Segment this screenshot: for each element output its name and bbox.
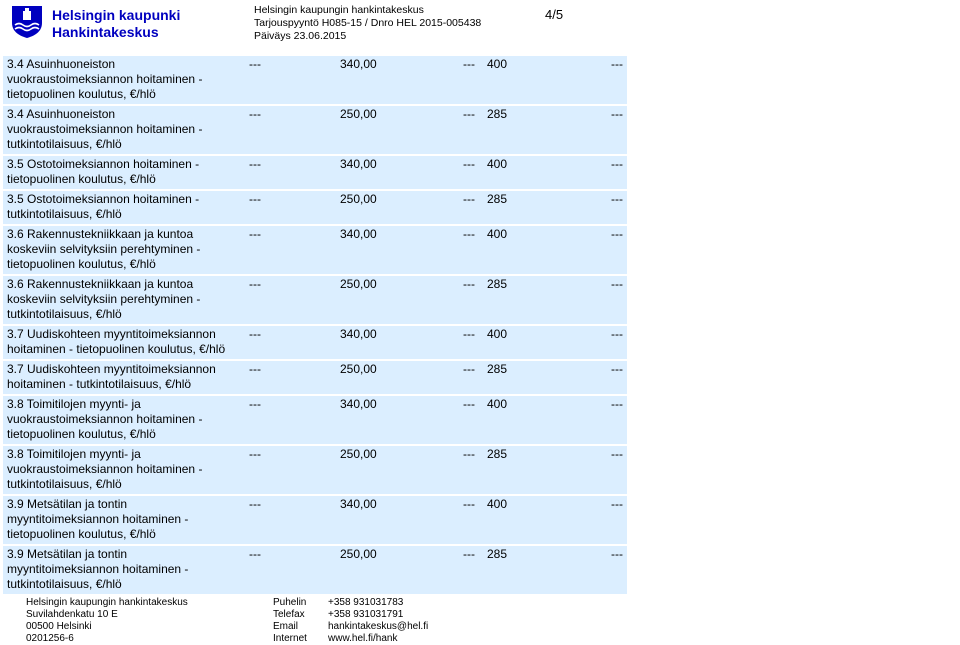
row-value-c3: --- (463, 192, 475, 206)
footer-fax-label: Telefax (273, 609, 305, 620)
row-label: 3.5 Ostotoimeksiannon hoitaminen - tietopuolinen koulutus, €/hlö (7, 157, 200, 186)
table-row (3, 56, 627, 104)
footer-website[interactable]: www.hel.fi/hank (328, 633, 398, 644)
row-label: 3.9 Metsätilan ja tontin myyntitoimeksiannon hoitaminen - tutkintotilaisuus, €/hlö (7, 547, 189, 591)
row-label: 3.8 Toimitilojen myynti- ja vuokraustoimeksiannon hoitaminen - tutkintotilaisuus, €/hlö (7, 447, 203, 491)
row-value-c1: --- (249, 192, 261, 206)
row-value-c3: --- (463, 397, 475, 411)
price-table (3, 56, 627, 594)
row-value-c2: 340,00 (340, 497, 377, 511)
row-value-c5: --- (611, 397, 623, 411)
row-value-c4: 400 (487, 327, 508, 341)
footer-city: 00500 Helsinki (26, 621, 92, 632)
header-date: Päiväys 23.06.2015 (254, 30, 347, 42)
city-crest-icon (10, 5, 44, 39)
row-value-c3: --- (463, 157, 475, 171)
row-value-c5: --- (611, 57, 623, 71)
page-number: 4/5 (545, 7, 564, 22)
row-value-c5: --- (611, 362, 623, 376)
row-label: 3.6 Rakennustekniikkaan ja kuntoa koskeviin selvityksiin perehtyminen - tutkintotilaisuus, €/hlö (7, 277, 201, 321)
row-value-c3: --- (463, 362, 475, 376)
row-value-c2: 250,00 (340, 447, 377, 461)
row-value-c1: --- (249, 107, 261, 121)
row-value-c2: 340,00 (340, 227, 377, 241)
row-value-c3: --- (463, 327, 475, 341)
row-label: 3.8 Toimitilojen myynti- ja vuokraustoimeksiannon hoitaminen - tietopuolinen koulutus, €/hlö (7, 397, 203, 441)
row-value-c1: --- (249, 447, 261, 461)
row-value-c1: --- (249, 227, 261, 241)
footer-email-label: Email (273, 621, 299, 632)
table-row (3, 494, 627, 544)
row-label: 3.4 Asuinhuoneiston vuokraustoimeksiannon hoitaminen - tietopuolinen koulutus, €/hlö (7, 57, 203, 101)
row-value-c2: 250,00 (340, 547, 377, 561)
row-value-c4: 285 (487, 277, 508, 291)
row-value-c4: 400 (487, 57, 508, 71)
row-value-c4: 285 (487, 447, 508, 461)
row-value-c2: 250,00 (340, 362, 377, 376)
row-value-c2: 250,00 (340, 107, 377, 121)
logo-line2: Hankintakeskus (52, 24, 159, 40)
row-value-c2: 250,00 (340, 192, 377, 206)
row-value-c4: 285 (487, 547, 508, 561)
footer-email[interactable]: hankintakeskus@hel.fi (328, 621, 429, 632)
row-value-c4: 400 (487, 497, 508, 511)
row-value-c5: --- (611, 447, 623, 461)
row-value-c3: --- (463, 227, 475, 241)
row-value-c1: --- (249, 497, 261, 511)
footer-fax: +358 931031791 (328, 609, 404, 620)
row-value-c4: 285 (487, 362, 508, 376)
row-value-c2: 340,00 (340, 57, 377, 71)
table-row (3, 224, 627, 274)
row-value-c4: 400 (487, 227, 508, 241)
footer-org: Helsingin kaupungin hankintakeskus (26, 597, 188, 608)
row-value-c5: --- (611, 192, 623, 206)
table-row (3, 274, 627, 324)
footer-web-label: Internet (273, 633, 307, 644)
row-value-c3: --- (463, 447, 475, 461)
row-label: 3.6 Rakennustekniikkaan ja kuntoa koskeviin selvityksiin perehtyminen - tietopuolinen koulutus, €/hlö (7, 227, 201, 271)
table-row (3, 154, 627, 189)
row-value-c1: --- (249, 57, 261, 71)
table-row (3, 394, 627, 444)
row-value-c3: --- (463, 107, 475, 121)
row-value-c1: --- (249, 277, 261, 291)
row-value-c5: --- (611, 497, 623, 511)
document-header (254, 4, 481, 43)
row-value-c4: 400 (487, 397, 508, 411)
row-value-c2: 340,00 (340, 327, 377, 341)
row-value-c1: --- (249, 547, 261, 561)
row-label: 3.7 Uudiskohteen myyntitoimeksiannon hoitaminen - tutkintotilaisuus, €/hlö (7, 362, 216, 391)
row-value-c1: --- (249, 327, 261, 341)
table-row (3, 359, 627, 394)
row-value-c4: 400 (487, 157, 508, 171)
city-logo (10, 5, 180, 39)
row-value-c4: 285 (487, 192, 508, 206)
row-value-c1: --- (249, 397, 261, 411)
row-value-c3: --- (463, 497, 475, 511)
table-row (3, 544, 627, 594)
footer-street: Suvilahdenkatu 10 E (26, 609, 118, 620)
row-value-c1: --- (249, 157, 261, 171)
footer-phone: +358 931031783 (328, 597, 404, 608)
row-value-c5: --- (611, 547, 623, 561)
logo-line1: Helsingin kaupunki (52, 7, 181, 23)
row-label: 3.4 Asuinhuoneiston vuokraustoimeksiannon hoitaminen - tutkintotilaisuus, €/hlö (7, 107, 203, 151)
row-value-c3: --- (463, 57, 475, 71)
header-reference: Tarjouspyyntö H085-15 / Dnro HEL 2015-005438 (254, 17, 482, 29)
table-row (3, 189, 627, 224)
row-value-c5: --- (611, 327, 623, 341)
row-value-c1: --- (249, 362, 261, 376)
table-row (3, 104, 627, 154)
row-value-c5: --- (611, 227, 623, 241)
footer-phone-label: Puhelin (273, 597, 307, 608)
table-row (3, 324, 627, 359)
row-value-c5: --- (611, 157, 623, 171)
row-value-c2: 340,00 (340, 397, 377, 411)
table-row (3, 444, 627, 494)
row-label: 3.7 Uudiskohteen myyntitoimeksiannon hoitaminen - tietopuolinen koulutus, €/hlö (7, 327, 226, 356)
row-value-c5: --- (611, 107, 623, 121)
row-label: 3.9 Metsätilan ja tontin myyntitoimeksiannon hoitaminen - tietopuolinen koulutus, €/hlö (7, 497, 189, 541)
header-org: Helsingin kaupungin hankintakeskus (254, 4, 424, 16)
row-value-c2: 340,00 (340, 157, 377, 171)
row-label: 3.5 Ostotoimeksiannon hoitaminen - tutkintotilaisuus, €/hlö (7, 192, 200, 221)
row-value-c3: --- (463, 277, 475, 291)
row-value-c2: 250,00 (340, 277, 377, 291)
row-value-c5: --- (611, 277, 623, 291)
row-value-c3: --- (463, 547, 475, 561)
footer-business-id: 0201256-6 (26, 633, 74, 644)
row-value-c4: 285 (487, 107, 508, 121)
